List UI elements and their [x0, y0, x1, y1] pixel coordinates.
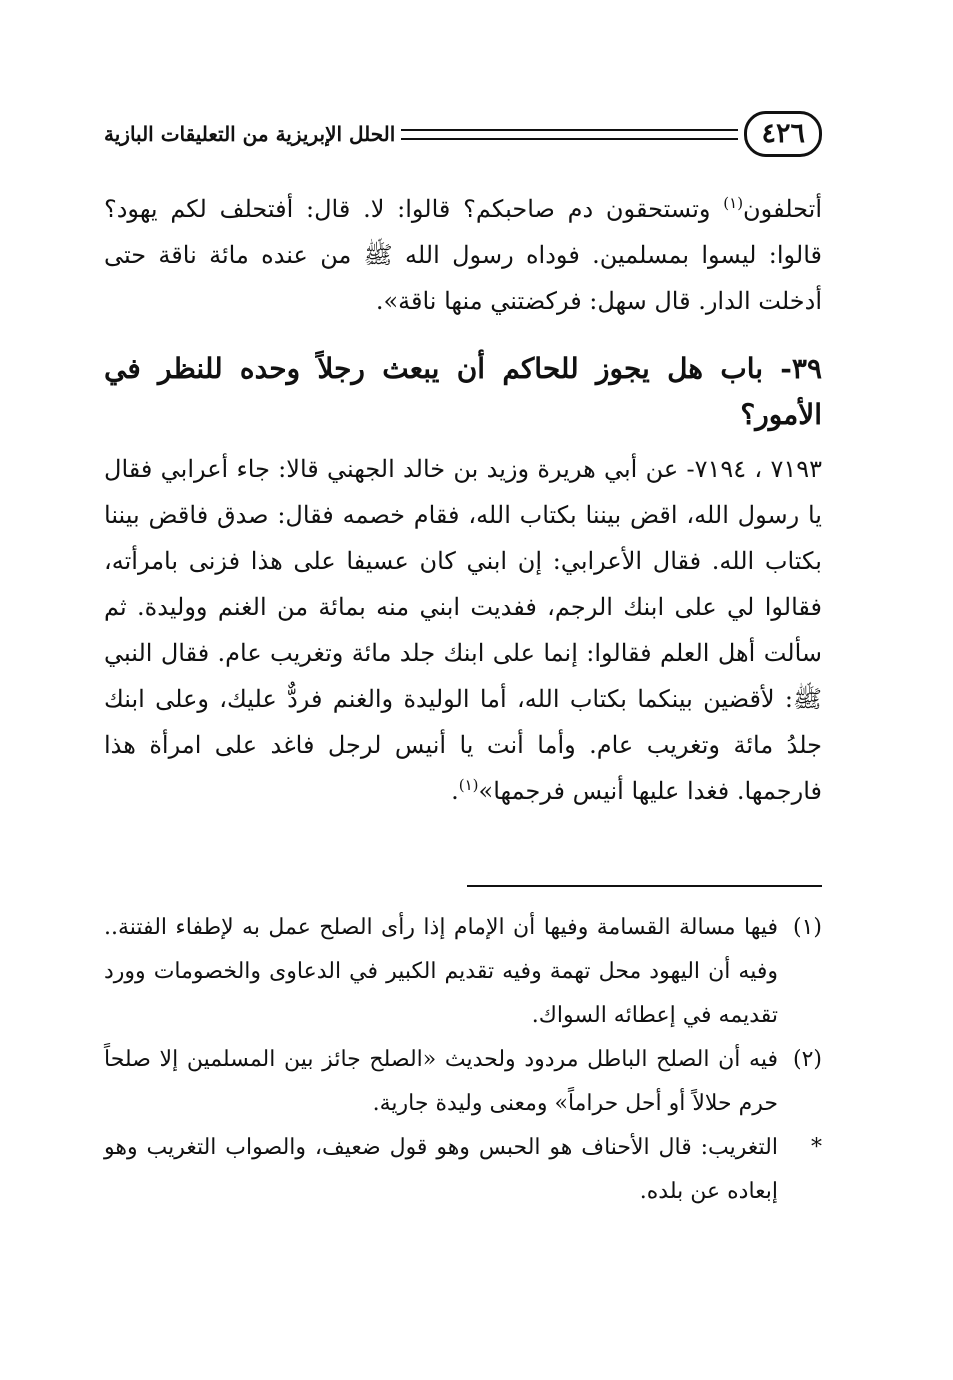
- chapter-heading: ٣٩- باب هل يجوز للحاكم أن يبعث رجلاً وحده للنظر في الأمور؟: [104, 352, 822, 431]
- hadith-paragraph: [104, 446, 822, 814]
- footnote-text: فيه أن الصلح الباطل مردود ولحديث «الصلح جائز بين المسلمين إلا صلحاً حرم حلالاً أو أحل حراماً» ومعنى وليدة جارية.: [104, 1047, 778, 1116]
- paragraph-text: ٧١٩٣ ، ٧١٩٤- عن أبي هريرة وزيد بن خالد الجهني قالا: جاء أعرابي فقال يا رسول الله، اقض بيننا بكتاب الله، فقام خصمه فقال: صدق فاقض بيننا بكتاب الله. فقال الأعرابي: إن ابني كان عسيفا على هذا فزنى بامرأته، فقالوا لي على ابنك الرجم، ففديت ابني منه بمائة من الغنم ووليدة. ثم سألت أهل العلم فقالوا: إنما على ابنك جلد مائة وتغريب عام. فقال النبي ﷺ: لأقضين بينكما بكتاب الله، أما الوليدة والغنم فردٌّ عليك، وعلى ابنك جلدُ مائة وتغريب عام. وأما أنت يا أنيس لرجل فاغد على امرأة هذا فارجمها. فغدا عليها أنيس فرجمها»: [104, 455, 823, 805]
- footnote-star: [104, 1126, 822, 1214]
- footnote-text: فيها مسالة القسامة وفيها أن الإمام إذا رأى الصلح عمل به لإطفاء الفتنة.. وفيه أن اليهود محل تهمة وفيه تقديم الكبير في الدعاوى والخصومات وورد تقديمه في إعطائه السواك.: [104, 915, 778, 1028]
- footnote-reference: (١): [458, 776, 479, 794]
- footnote-marker: *: [811, 1135, 822, 1160]
- footnote-separator: [467, 885, 822, 887]
- footnotes: [104, 906, 822, 1214]
- paragraph-text: أتحلفون: [743, 195, 822, 223]
- main-text: [104, 186, 822, 814]
- paragraph-text: .: [451, 777, 459, 805]
- footnote-reference: (١): [723, 194, 744, 212]
- paragraph-text: وتستحقون دم صاحبكم؟ قالوا: لا. قال: أفتحلف لكم يهود؟ قالوا: ليسوا بمسلمين. فوداه رسول الله ﷺ من عنده مائة ناقة حتى أدخلت الدار. قال سهل: فركضتني منها ناقة».: [104, 195, 822, 315]
- footnote-1: [104, 906, 822, 1038]
- footnote-text: التغريب: قال الأحناف هو الحبس وهو قول ضعيف، والصواب التغريب وهو إبعاده عن بلده.: [104, 1135, 778, 1204]
- hadith-ending-paragraph: [104, 186, 822, 324]
- footnote-2: [104, 1038, 822, 1126]
- footnote-marker: (١): [792, 915, 822, 940]
- footnote-marker: (٢): [792, 1047, 822, 1072]
- page-number: ٤٢٦: [744, 111, 822, 157]
- header-rule: [401, 129, 738, 140]
- running-header: [104, 106, 822, 162]
- running-title: الحلل الإبريزية من التعليقات البازية: [104, 122, 396, 146]
